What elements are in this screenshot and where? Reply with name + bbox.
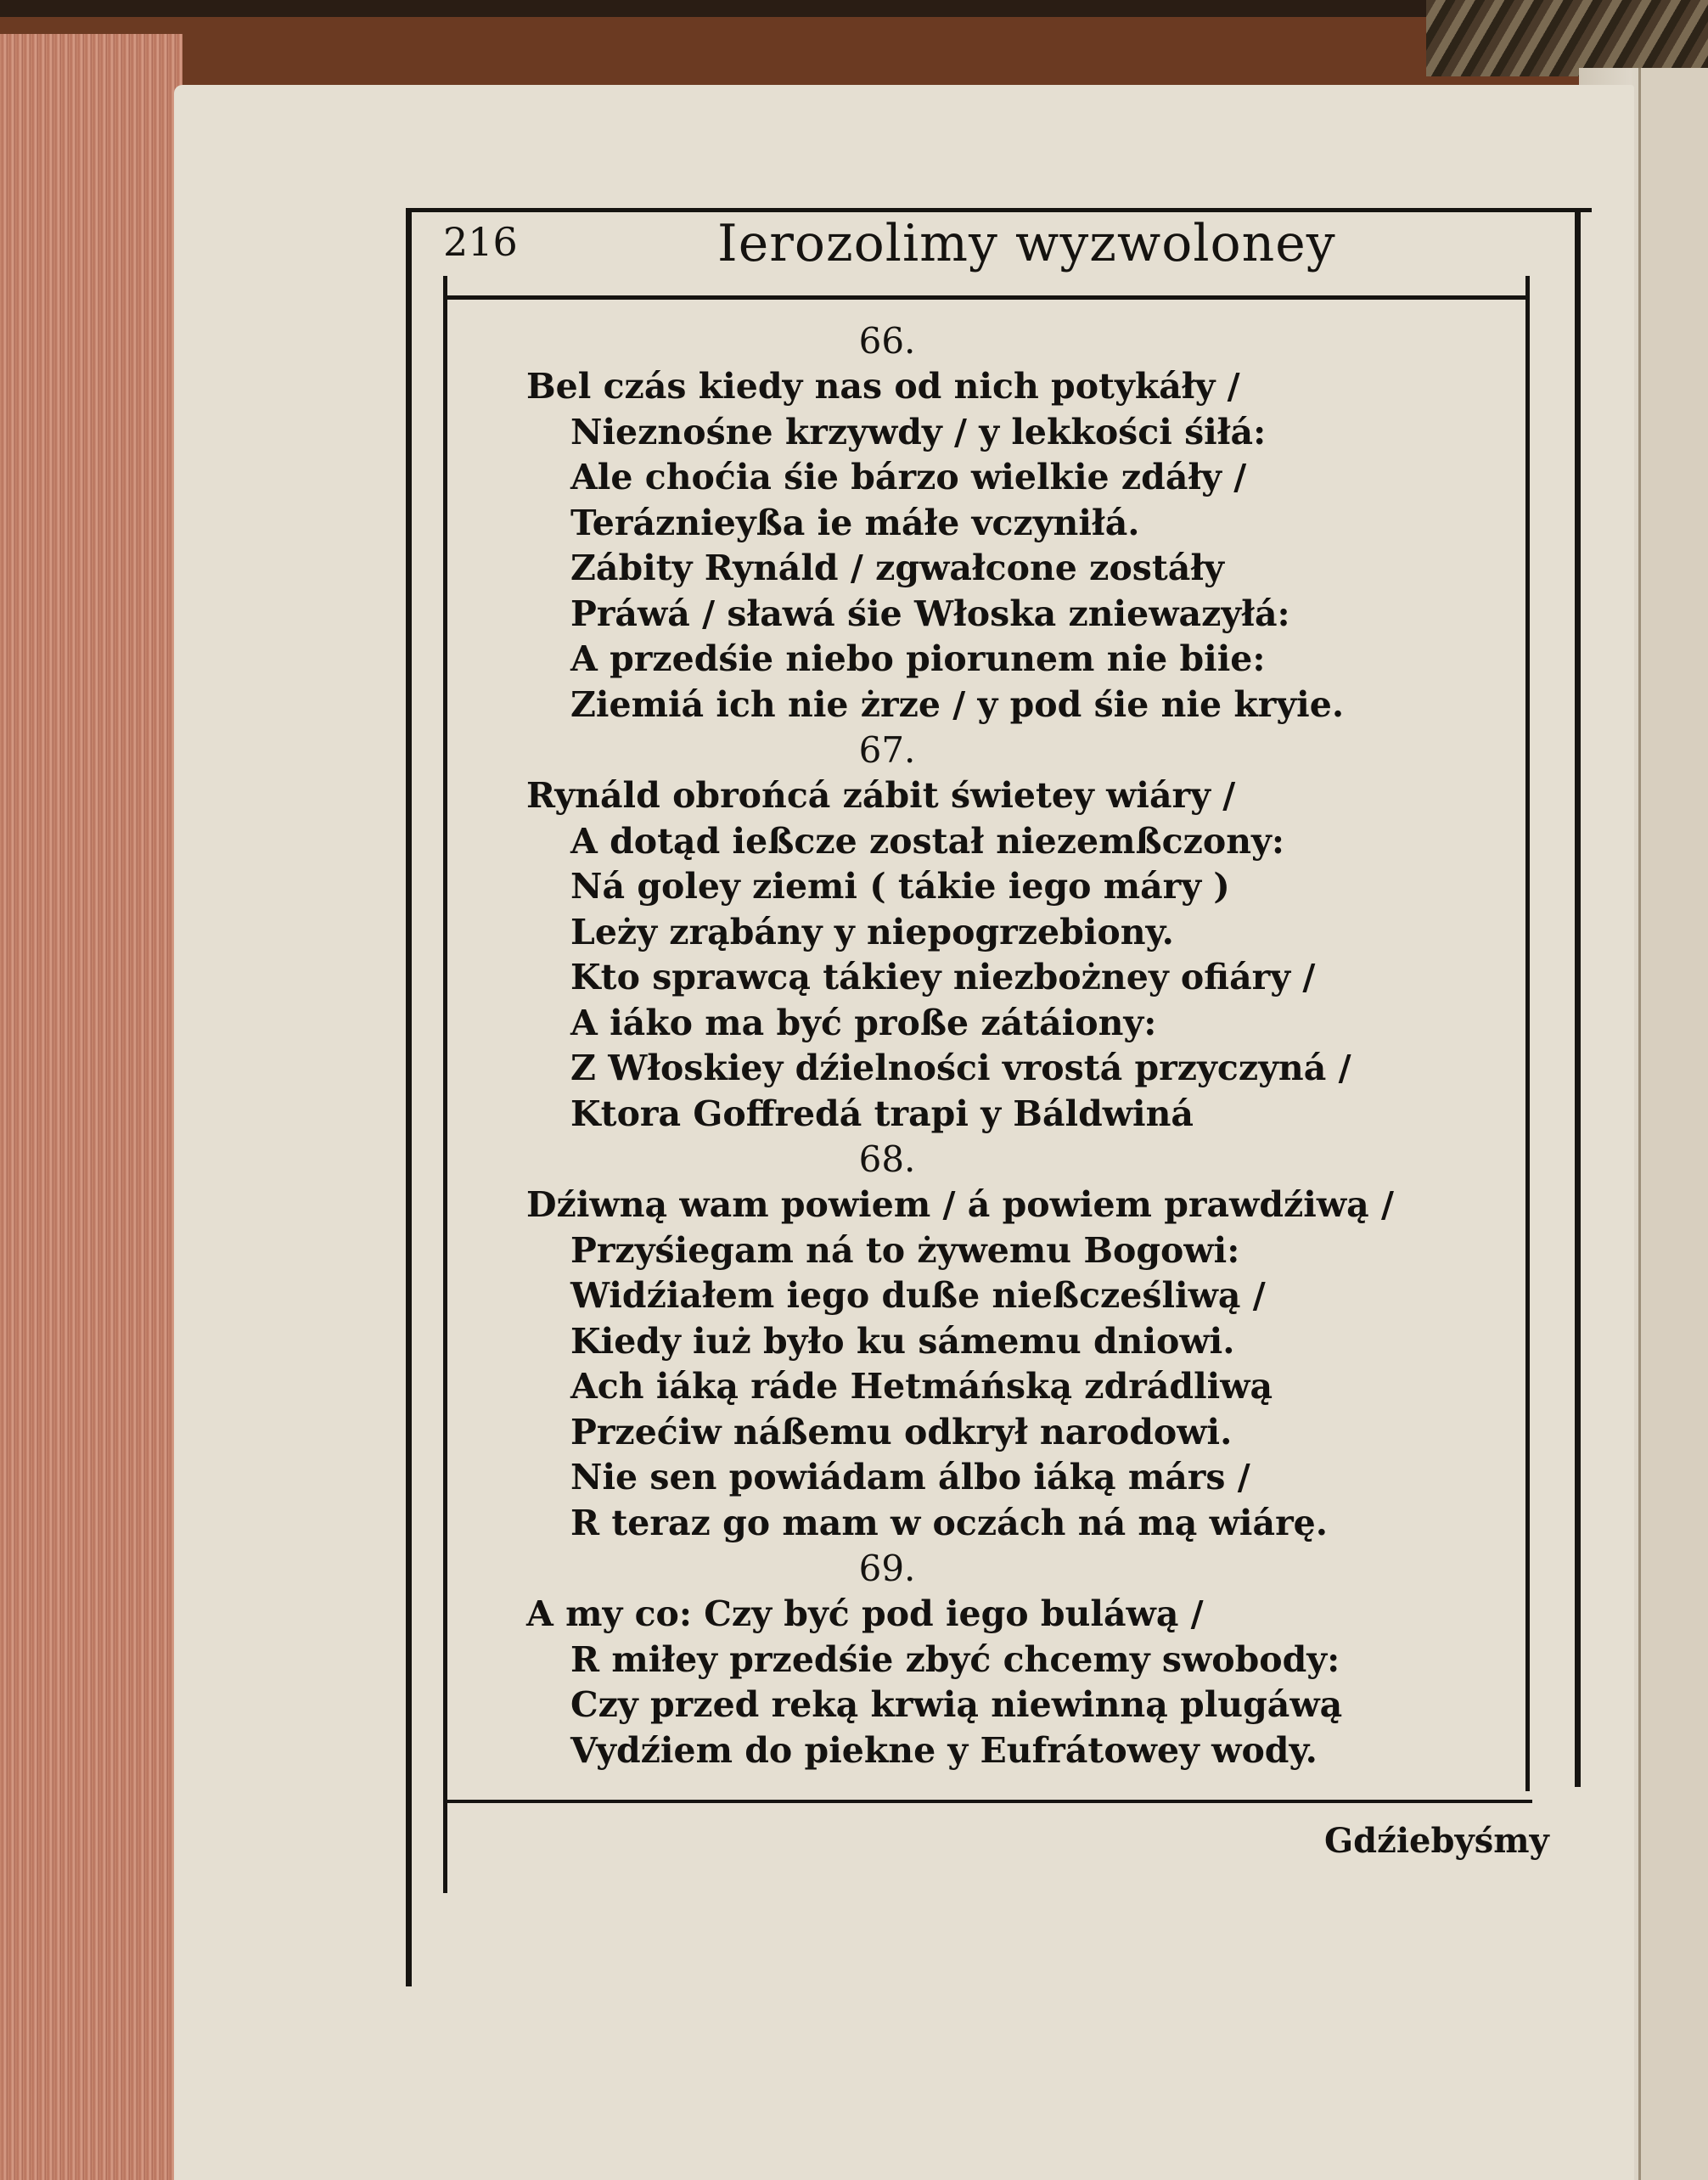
verse-line: Ná goley ziemi ( tákie iego máry ) bbox=[570, 866, 1230, 907]
verse-line: A iáko ma być proße zátáiony: bbox=[570, 1002, 1157, 1043]
verse-line: Práwá / sławá śie Włoska zniewazyłá: bbox=[570, 593, 1290, 634]
footer-rule bbox=[446, 1800, 1532, 1803]
stanza-number: 66. bbox=[858, 320, 916, 362]
verse-line: Ale choćia śie bárzo wielkie zdáły / bbox=[570, 457, 1247, 497]
header-rule-top bbox=[407, 208, 1592, 212]
verse-line: R teraz go mam w oczách ná mą wiárę. bbox=[570, 1502, 1329, 1543]
verse-line: Nie sen powiádam álbo iáką márs / bbox=[570, 1457, 1250, 1497]
frame-left-inner bbox=[443, 276, 447, 1893]
verse-line: Kiedy iuż było ku sámemu dniowi. bbox=[570, 1320, 1235, 1362]
verse-line: Bel czás kiedy nas od nich potykáły / bbox=[526, 366, 1240, 407]
catchword: Gdźiebyśmy bbox=[1324, 1821, 1549, 1861]
verse-line: Nieznośne krzywdy / y lekkości śiłá: bbox=[570, 411, 1267, 452]
verse-line: Z Włoskiey dźielności vrostá przyczyná / bbox=[570, 1048, 1351, 1088]
verse-line: Kto sprawcą tákiey niezbożney ofiáry / bbox=[570, 957, 1316, 997]
verse-line: Czy przed reką krwią niewinną plugáwą bbox=[570, 1684, 1343, 1725]
verse-line: Leży zrąbány y niepogrzebiony. bbox=[570, 911, 1174, 952]
stanza bbox=[526, 728, 1545, 1137]
verse-line: Ziemiá ich nie żrze / y pod śie nie kryie. bbox=[570, 683, 1345, 725]
verse-line: Vydźiem do piekne y Eufrátowey wody. bbox=[570, 1729, 1318, 1771]
frame-right-outer bbox=[1575, 208, 1581, 1787]
running-title: Ierozolimy wyzwoloney bbox=[717, 214, 1336, 273]
verse-line: Teráznieyßa ie máłe vczyniłá. bbox=[570, 502, 1140, 543]
verse-line: Rynáld obrońcá zábit świetey wiáry / bbox=[526, 775, 1236, 816]
stanza-number: 69. bbox=[858, 1548, 916, 1589]
verse-line: A przedśie niebo piorunem nie biie: bbox=[570, 638, 1266, 679]
stanza bbox=[526, 1546, 1545, 1773]
verse-line: R miłey przedśie zbyć chcemy swobody: bbox=[570, 1638, 1340, 1680]
book-headband bbox=[1426, 0, 1708, 76]
stanza bbox=[526, 1137, 1545, 1546]
verse-line: Przyśiegam ná to żywemu Bogowi: bbox=[570, 1229, 1240, 1271]
page-edges bbox=[0, 34, 183, 2180]
verse-line: Przećiw náßemu odkrył narodowi. bbox=[570, 1411, 1233, 1452]
stanza bbox=[526, 318, 1545, 728]
stanza-number: 67. bbox=[858, 729, 916, 771]
verse-line: A dotąd ießcze został niezemßczony: bbox=[570, 820, 1284, 862]
frame-left-outer bbox=[406, 208, 412, 1986]
verse-line: Widźiałem iego duße nießcześliwą / bbox=[570, 1275, 1266, 1316]
verse-line: Ktora Goffredá trapi y Báldwiná bbox=[570, 1093, 1194, 1134]
stanza-number: 68. bbox=[858, 1138, 916, 1180]
header-rule-bottom bbox=[446, 295, 1528, 300]
verse-line: Dźiwną wam powiem / á powiem prawdźiwą / bbox=[526, 1184, 1394, 1225]
verse-line: Ach iáką ráde Hetmáńską zdrádliwą bbox=[570, 1366, 1273, 1407]
page-number: 216 bbox=[443, 219, 518, 265]
verse-line: A my co: Czy być pod iego buláwą / bbox=[526, 1593, 1204, 1634]
poem-text bbox=[526, 318, 1545, 1773]
verse-line: Zábity Rynáld / zgwałcone zostáły bbox=[570, 548, 1224, 588]
facing-page-edge bbox=[1638, 68, 1708, 2180]
